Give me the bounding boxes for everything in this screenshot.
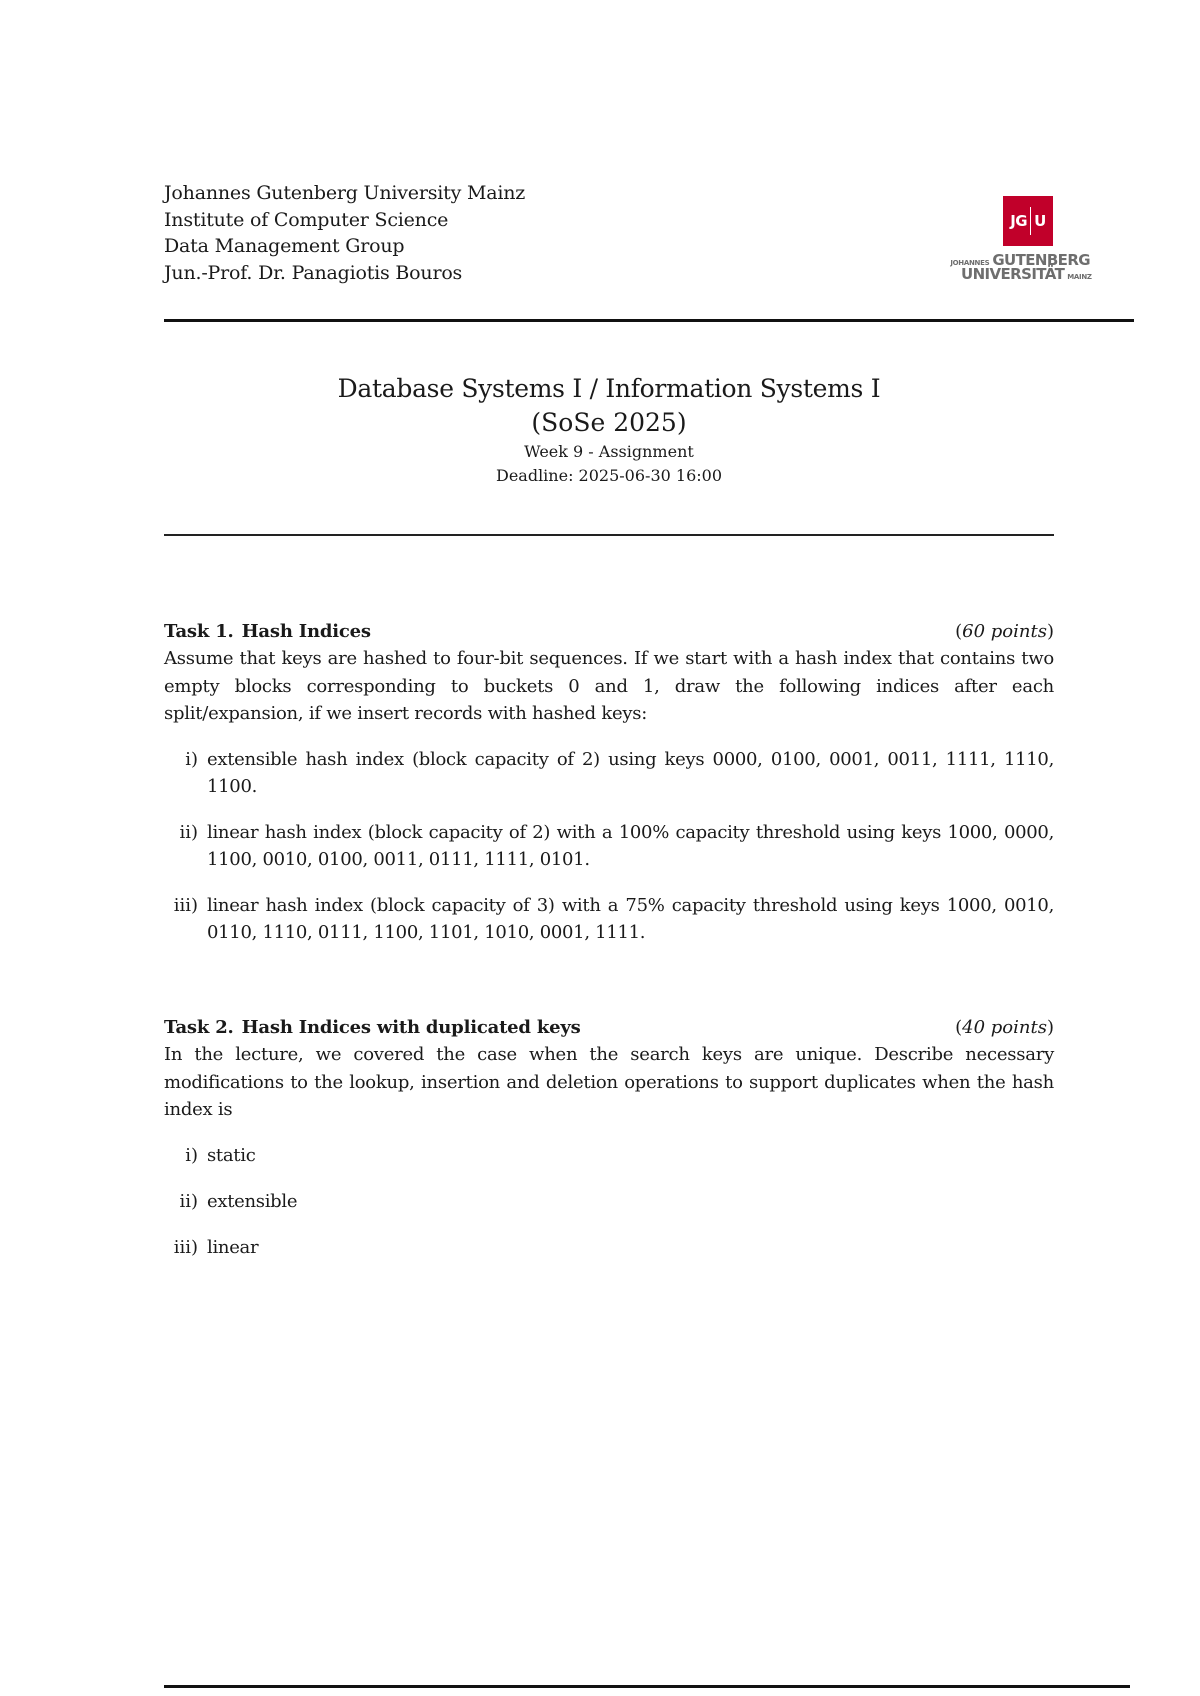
list-item-label: i) xyxy=(185,748,198,770)
list-item xyxy=(164,1142,1054,1170)
professor-name: Jun.-Prof. Dr. Panagiotis Bouros xyxy=(164,262,463,285)
list-item xyxy=(164,1188,1054,1216)
logo-mark-right: U xyxy=(1034,212,1046,230)
task-1-number: Task 1. xyxy=(164,621,234,642)
list-item-text: extensible xyxy=(207,1190,298,1212)
list-item-label: ii) xyxy=(179,1190,198,1212)
footer-rule xyxy=(164,1685,1130,1688)
title-block xyxy=(164,372,1054,488)
list-item-text: extensible hash index (block capacity of 2) using keys 0000, 0100, 0001, 0011, 1111, 1110, 1100. xyxy=(207,748,1054,797)
logo-mark-left: JG xyxy=(1010,212,1028,230)
task-2-description: In the lecture, we covered the case when the search keys are unique. Describe necessary modifications to the lookup, insertion and deletion operations to support duplicates when the hash index is xyxy=(164,1044,1054,1120)
task-2-number: Task 2. xyxy=(164,1017,234,1038)
list-item-label: iii) xyxy=(173,894,198,916)
task-1-title: Hash Indices xyxy=(241,621,371,642)
task-1-description: Assume that keys are hashed to four-bit sequences. If we start with a hash index that contains two empty blocks corresponding to buckets 0 and 1, draw the following indices after each split/expansion, if we insert records with hashed keys: xyxy=(164,648,1054,724)
list-item-text: linear hash index (block capacity of 3) with a 75% capacity threshold using keys 1000, 0010, 0110, 1110, 0111, 1100, 1101, 1010, 0001, 1111. xyxy=(207,894,1054,943)
university-name: Johannes Gutenberg University Mainz xyxy=(164,182,526,204)
list-item xyxy=(164,1234,1054,1262)
list-item xyxy=(164,819,1054,874)
deadline: Deadline: 2025-06-30 16:00 xyxy=(495,466,722,485)
list-item xyxy=(164,892,1054,947)
jgu-logo-wordmark xyxy=(930,253,1100,282)
task-2-title: Hash Indices with duplicated keys xyxy=(241,1017,581,1038)
header-rule xyxy=(164,319,1134,322)
group-name: Data Management Group xyxy=(164,235,405,258)
task-2-points: (40 points) xyxy=(955,1017,1054,1038)
task-2-heading xyxy=(164,1014,1054,1041)
logo-mainz: MAINZ xyxy=(1067,273,1092,281)
institution-block xyxy=(164,180,525,287)
list-item-text: static xyxy=(207,1144,256,1166)
logo-universitaet: UNIVERSITÄT xyxy=(961,265,1065,283)
semester: (SoSe 2025) xyxy=(531,408,687,437)
logo-mark-divider xyxy=(1030,207,1031,235)
task-2 xyxy=(164,1014,1054,1280)
task-1-subtasks xyxy=(164,746,1054,947)
title-rule xyxy=(164,534,1054,536)
list-item-label: ii) xyxy=(179,821,198,843)
list-item-label: i) xyxy=(185,1144,198,1166)
list-item-label: iii) xyxy=(173,1236,198,1258)
logo-johannes: JOHANNES xyxy=(950,259,990,267)
list-item-text: linear hash index (block capacity of 2) with a 100% capacity threshold using keys 1000, 0000, 1100, 0010, 0100, 0011, 0111, 1111, 0101. xyxy=(207,821,1054,870)
list-item xyxy=(164,746,1054,801)
list-item-text: linear xyxy=(207,1236,259,1258)
task-1-points: (60 points) xyxy=(955,621,1054,642)
task-1 xyxy=(164,618,1054,965)
jgu-logo-mark xyxy=(1003,196,1053,246)
task-2-subtasks xyxy=(164,1142,1054,1262)
assignment-week: Week 9 - Assignment xyxy=(524,442,694,461)
institute-name: Institute of Computer Science xyxy=(164,208,449,231)
logo-gutenberg: GUTENBERG xyxy=(992,251,1090,269)
task-1-heading xyxy=(164,618,1054,645)
course-title: Database Systems I / Information Systems I xyxy=(337,374,881,403)
